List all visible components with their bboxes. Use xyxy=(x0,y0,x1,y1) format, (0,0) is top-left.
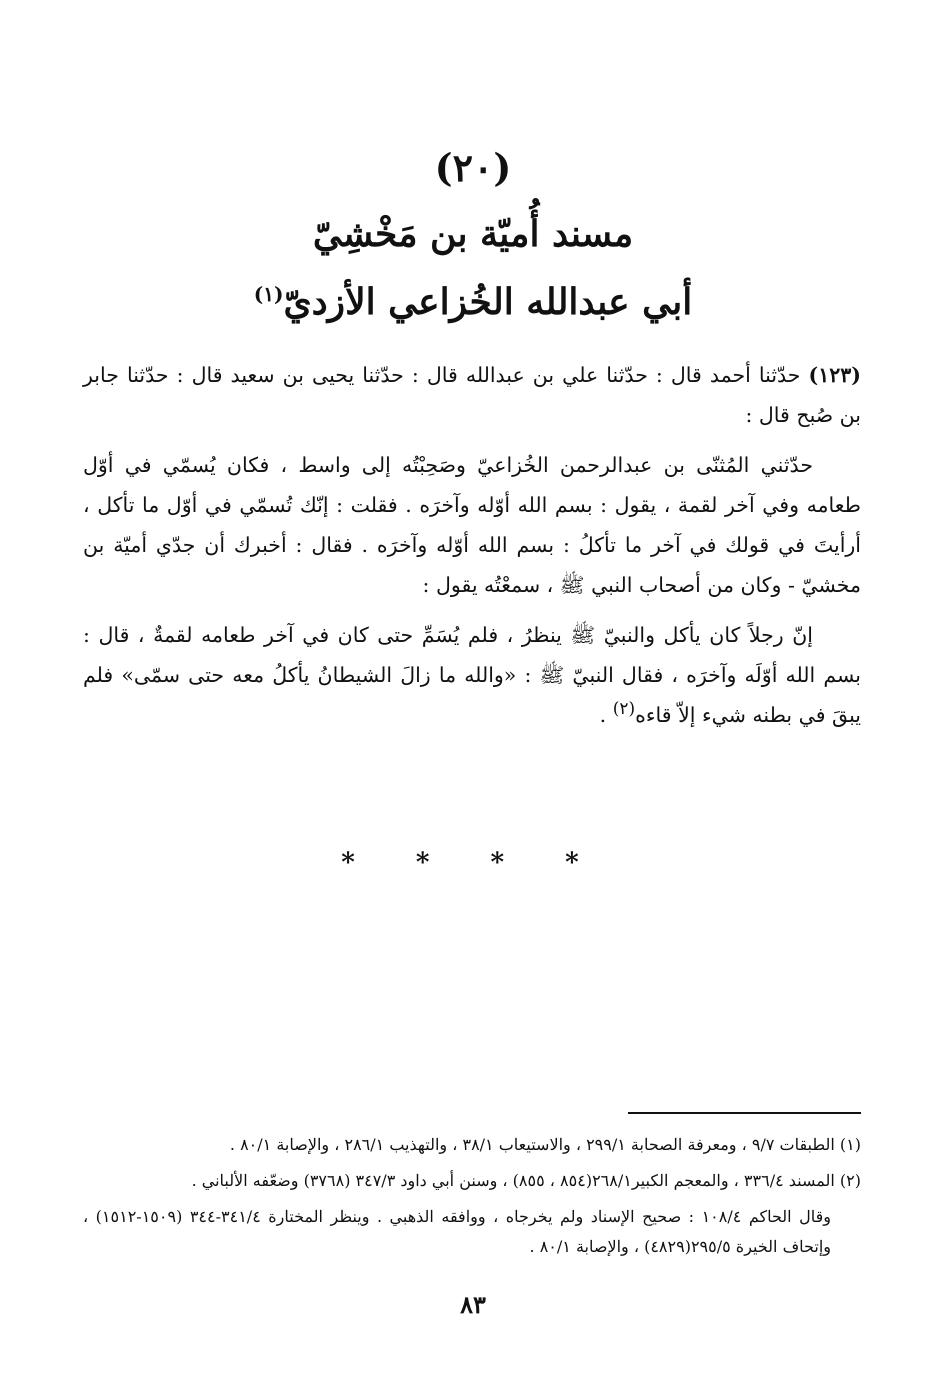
narration-paragraph: حدّثني المُثنّى بن عبدالرحمن الخُزاعيّ وصَحِبْتُه إلى واسط ، فكان يُسمّي في أوّل طعامه وفي آخر لقمة ، يقول : بسم الله أوّله وآخرَه . فقلت : إنّك تُسمّي في أوّل ما تأكل ، أرأيتَ في قولك في آخر ما تأكلُ : بسم الله أوّله وآخرَه . فقال : أخبرك أن جدّي أميّة بن مخشيّ - وكان من أصحاب النبي ﷺ ، سمعْتُه يقول : xyxy=(83,453,861,597)
main-text xyxy=(83,355,861,745)
hadith-isnad-paragraph xyxy=(83,355,861,435)
hadith-paragraph xyxy=(83,615,861,735)
footnote-1: (١) الطبقات ٩/٧ ، ومعرفة الصحابة ٢٩٩/١ ، والاستيعاب ٣٨/١ ، والتهذيب ٢٨٦/١ ، والإصابة ٨٠/١ . xyxy=(229,1135,861,1154)
footnote-2-continued: وقال الحاكم ١٠٨/٤ : صحيح الإسناد ولم يخرجاه ، ووافقه الذهبي . وينظر المختارة ٣٤١/٤-٣٤٤ (١٥٠٩-١٥١٢) ، وإتحاف الخيرة ٢٩٥/٥(٤٨٢٩) ، والإصابة ٨٠/١ . xyxy=(83,1207,831,1256)
title-footnote-ref: (١) xyxy=(253,282,284,306)
chapter-number: (٢٠) xyxy=(434,145,512,190)
page-number: ٨٣ xyxy=(460,1290,486,1319)
footnote-2: (٢) المسند ٣٣٦/٤ ، والمعجم الكبير٢٦٨/١(٨٥٤ ، ٨٥٥) ، وسنن أبي داود ٣٤٧/٣ (٣٧٦٨) وضعّفه الألباني . xyxy=(191,1171,861,1190)
isnad-text: حدّثنا أحمد قال : حدّثنا علي بن عبدالله قال : حدّثنا يحيى بن سعيد قال : حدّثنا جابر بن صُبح قال : xyxy=(83,363,861,427)
subtitle-text: أبي عبدالله الخُزاعي الأزديّ xyxy=(283,281,693,323)
hadith-end: . xyxy=(599,703,613,727)
section-separator: * * * * xyxy=(341,848,605,878)
chapter-subtitle xyxy=(0,280,946,324)
hadith-text: إنّ رجلاً كان يأكل والنبيّ ﷺ ينظرُ ، فلم يُسَمِّ حتى كان في آخر طعامه لقمةٌ ، قال : بسم الله أوّلَه وآخرَه ، فقال النبيّ ﷺ : «والله ما زالَ الشيطانُ يأكلُ معه حتى سمّى» فلم يبقَ في بطنه شيء إلاّ قاءه xyxy=(83,623,861,727)
footnote-divider xyxy=(628,1112,861,1114)
hadith-number: (١٢٣) xyxy=(808,363,861,387)
footnotes xyxy=(83,1130,861,1268)
chapter-title: مسند أُميّة بن مَخْشِيّ xyxy=(312,213,634,255)
hadith-footnote-ref: (٢) xyxy=(612,699,636,720)
